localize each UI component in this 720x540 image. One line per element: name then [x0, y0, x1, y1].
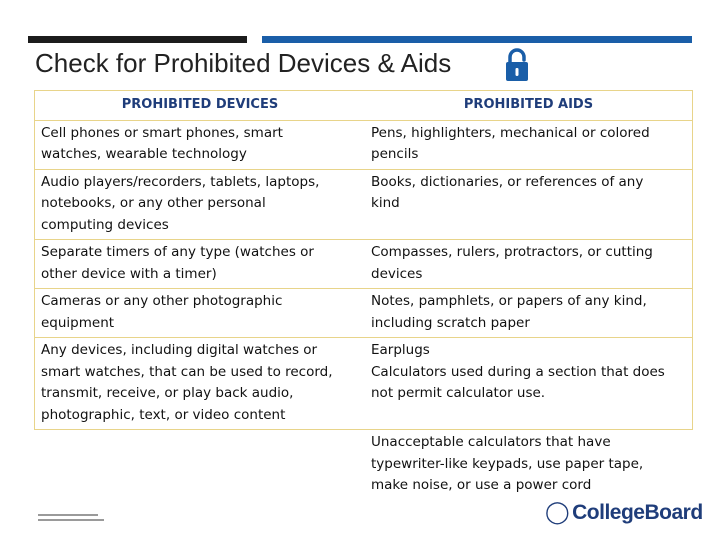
cell-text-line: Separate timers of any type (watches or — [41, 244, 314, 260]
cell-text-line: Pens, highlighters, mechanical or colored — [371, 124, 650, 141]
cell-text-line: Any devices, including digital watches or — [41, 342, 318, 358]
cell-text-line: pencils — [371, 146, 419, 162]
table-row — [35, 289, 693, 338]
cell-prohibited-device — [35, 120, 366, 169]
cell-prohibited-device — [35, 240, 366, 289]
cell-text-line: Notes, pamphlets, or papers of any kind, — [371, 293, 647, 309]
title-accent-bar-blue — [262, 36, 692, 43]
cell-text-line: Compasses, rulers, protractors, or cutting — [371, 244, 653, 260]
prohibited-items-table — [34, 90, 693, 500]
vertical-side-mark — [26, 440, 38, 486]
cell-text-line: Calculators used during a section that does — [371, 363, 665, 380]
cell-text-line: including scratch paper — [371, 314, 530, 331]
cell-prohibited-aid — [365, 240, 693, 289]
cell-text-line: Audio players/recorders, tablets, laptops, — [41, 173, 320, 190]
college-board-logo — [545, 500, 703, 524]
cell-text-line: typewriter-like keypads, use paper tape, — [371, 455, 644, 472]
cell-text-line: equipment — [41, 314, 115, 331]
table-row — [35, 338, 693, 430]
slide-title: Check for Prohibited Devices & Aids — [35, 48, 452, 78]
table-row-tail — [35, 430, 693, 500]
cell-text-line: Cameras or any other photographic — [41, 293, 283, 309]
cell-text-line: Earplugs — [371, 342, 430, 358]
table-header-row — [35, 91, 693, 121]
cell-text-line: Unacceptable calculators that have — [371, 434, 611, 450]
table-row — [35, 120, 693, 169]
padlock-icon — [502, 47, 532, 83]
cell-prohibited-aid — [365, 120, 693, 169]
table-row — [35, 240, 693, 289]
table-body — [35, 120, 693, 500]
cell-text-line: watches, wearable technology — [41, 146, 247, 162]
cell-prohibited-device — [35, 338, 366, 430]
cell-text-line: computing devices — [41, 216, 169, 233]
cell-text-line: photographic, text, or video content — [41, 406, 286, 423]
cell-prohibited-aid — [365, 338, 693, 430]
cell-prohibited-device — [35, 169, 366, 240]
header-prohibited-aids: PROHIBITED AIDS — [365, 91, 693, 121]
footer-fine-print-mark — [38, 514, 104, 524]
cell-text-line: smart watches, that can be used to record, — [41, 363, 333, 380]
cell-text-line: notebooks, or any other personal — [41, 195, 266, 211]
cell-text-line: not permit calculator use. — [371, 385, 546, 401]
title-accent-bar-dark — [28, 36, 247, 43]
college-board-acorn-icon: ◯ — [545, 499, 570, 524]
cell-text-line: Cell phones or smart phones, smart — [41, 124, 283, 141]
cell-text-line: other device with a timer) — [41, 265, 217, 282]
cell-text-line: transmit, receive, or play back audio, — [41, 385, 294, 401]
cell-text-line: Books, dictionaries, or references of any — [371, 173, 644, 190]
header-prohibited-devices: PROHIBITED DEVICES — [35, 91, 366, 121]
cell-prohibited-aid — [365, 289, 693, 338]
cell-prohibited-aid — [365, 169, 693, 240]
cell-text-line: kind — [371, 195, 400, 211]
cell-prohibited-device — [35, 430, 366, 500]
logo-text: CollegeBoard — [572, 501, 703, 524]
table-row — [35, 169, 693, 240]
cell-text-line: make noise, or use a power cord — [371, 477, 592, 493]
cell-prohibited-aid — [365, 430, 693, 500]
cell-text-line: devices — [371, 265, 423, 282]
cell-prohibited-device — [35, 289, 366, 338]
